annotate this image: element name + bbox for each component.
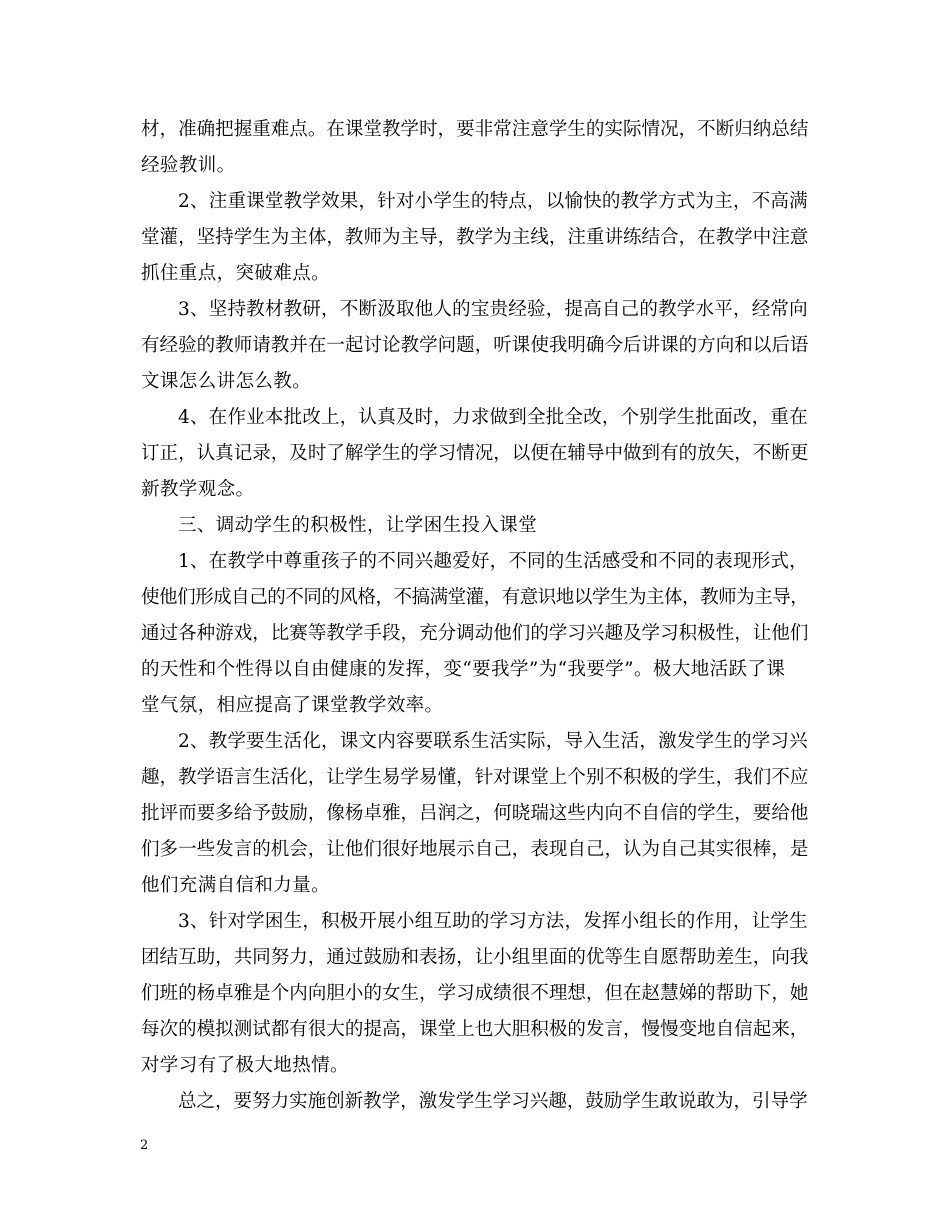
text-line: 批评而要多给予鼓励，像杨卓雅，吕润之，何晓瑞这些内向不自信的学生，要给他: [141, 803, 809, 824]
text-line: 经验教训。: [141, 155, 236, 176]
text-line: 们多一些发言的机会，让他们很好地展示自己，表现自己，认为自己其实很棒，是: [141, 839, 809, 860]
text-line: 每次的模拟测试都有很大的提高，课堂上也大胆积极的发言，慢慢变地自信起来，: [141, 1019, 809, 1040]
text-line: 们班的杨卓雅是个内向胆小的女生，学习成绩很不理想，但在赵慧娣的帮助下，她: [141, 983, 809, 1004]
text-line: 团结互助，共同努力，通过鼓励和表扬，让小组里面的优等生自愿帮助差生，向我: [141, 947, 809, 968]
text-line: 文课怎么讲怎么教。: [141, 371, 312, 392]
text-line: 有经验的教师请教并在一起讨论教学问题，听课使我明确今后讲课的方向和以后语: [141, 335, 809, 356]
text-line: 新教学观念。: [141, 479, 255, 500]
text-line: 3、坚持教材教研，不断汲取他人的宝贵经验，提高自己的教学水平，经常向: [178, 299, 808, 320]
text-line: 总之，要努力实施创新教学，激发学生学习兴趣，鼓励学生敢说敢为，引导学: [178, 1091, 808, 1112]
text-line: 抓住重点，突破难点。: [141, 263, 331, 284]
text-line: 材，准确把握重难点。在课堂教学时，要非常注意学生的实际情况，不断归纳总结: [141, 119, 809, 140]
text-line: 4、在作业本批改上，认真及时，力求做到全批全改，个别学生批面改，重在: [178, 407, 808, 428]
text-line: 堂气氛，相应提高了课堂教学效率。: [141, 695, 444, 716]
text-line: 的天性和个性得以自由健康的发挥，变“要我学”为“我要学”。极大地活跃了课: [141, 659, 786, 680]
text-line: 2、注重课堂教学效果，针对小学生的特点，以愉快的教学方式为主，不高满: [178, 191, 808, 212]
text-line: 他们充满自信和力量。: [141, 875, 331, 896]
text-line: 订正，认真记录，及时了解学生的学习情况，以便在辅导中做到有的放矢，不断更: [141, 443, 809, 464]
section-heading: 三、调动学生的积极性，让学困生投入课堂: [178, 515, 538, 536]
text-line: 通过各种游戏，比赛等教学手段，充分调动他们的学习兴趣及学习积极性，让他们: [141, 623, 809, 644]
page-number: 2: [140, 1138, 149, 1153]
text-line: 1、在教学中尊重孩子的不同兴趣爱好，不同的生活感受和不同的表现形式，: [178, 551, 808, 572]
text-line: 对学习有了极大地热情。: [141, 1055, 349, 1076]
text-line: 使他们形成自己的不同的风格，不搞满堂灌，有意识地以学生为主体，教师为主导，: [141, 587, 809, 608]
text-line: 2、教学要生活化，课文内容要联系生活实际，导入生活，激发学生的学习兴: [178, 731, 808, 752]
text-line: 堂灌，坚持学生为主体，教师为主导，教学为主线，注重讲练结合，在教学中注意: [141, 227, 809, 248]
text-line: 3、针对学困生，积极开展小组互助的学习方法，发挥小组长的作用，让学生: [178, 911, 808, 932]
text-line: 趣，教学语言生活化，让学生易学易懂，针对课堂上个别不积极的学生，我们不应: [141, 767, 809, 788]
